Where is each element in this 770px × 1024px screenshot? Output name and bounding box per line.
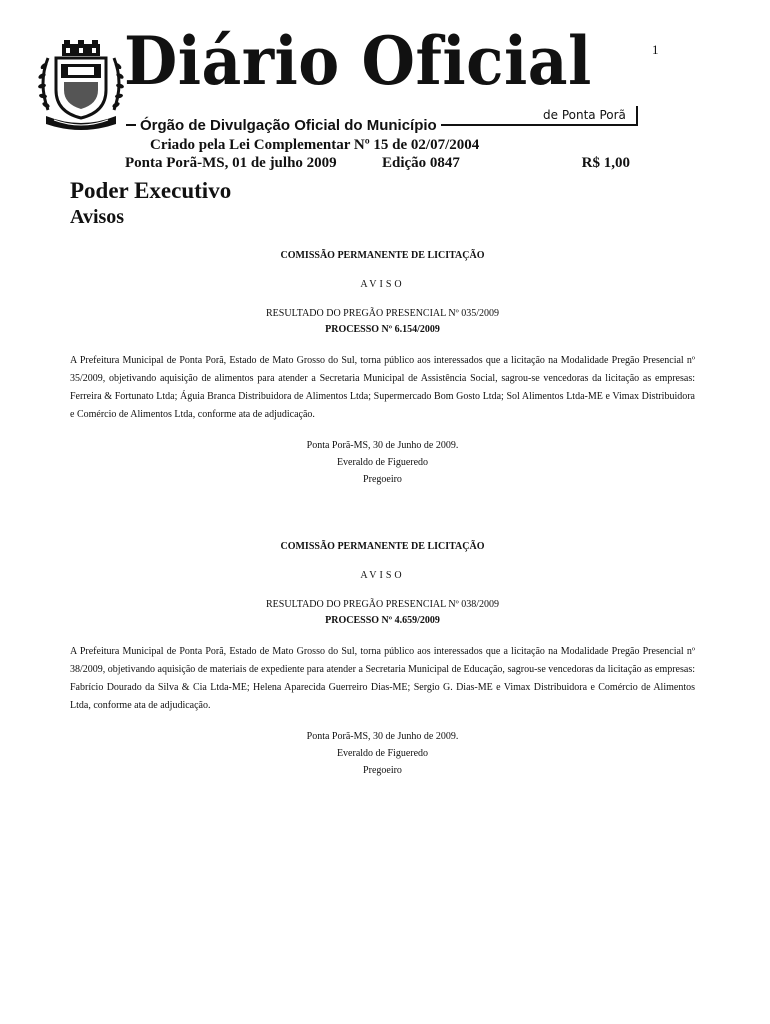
notice-body: A Prefeitura Municipal de Ponta Porã, Estado de Mato Grosso do Sul, torna público aos interessados que a licitação na Modalidade Pregão Presencial nº 35/2009, objetivando aquisição de alimentos para atender a Secretaria Municipal de Assistência Social, sagrou-se vencedoras da licitação as empresas: Ferreira & Fortunato Ltda; Águia Branca Distribuidora de Alimentos Ltda; Supermercado Bom Gosto Ltda; Sol Alimentos Ltda-ME e Vimax Distribuidora e Comércio de Alimentos Ltda, conforme ata de adjudicação.	[70, 355, 695, 420]
notice-result: RESULTADO DO PREGÃO PRESENCIAL Nº 038/2009	[266, 599, 499, 610]
notice-aviso: AVISO	[360, 570, 405, 581]
notice-signature	[70, 728, 695, 779]
masthead-subtitle: Órgão de Divulgação Oficial do Município	[136, 117, 441, 134]
section-title: Poder Executivo	[70, 178, 232, 203]
notice-signature	[70, 437, 695, 488]
issue-date: Ponta Porã-MS, 01 de julho 2009	[125, 155, 337, 171]
masthead-law: Criado pela Lei Complementar Nº 15 de 02/07/2004	[150, 137, 480, 153]
notice-aviso: AVISO	[360, 279, 405, 290]
municipal-crest-icon	[36, 38, 126, 132]
notice-place-date: Ponta Porã-MS, 30 de Junho de 2009.	[306, 440, 459, 451]
section-subtitle: Avisos	[70, 206, 125, 228]
notice-role: Pregoeiro	[363, 474, 402, 485]
issue-edition: Edição 0847	[382, 155, 460, 171]
notice-processo: PROCESSO Nº 4.659/2009	[325, 615, 440, 626]
masthead-title: Diário Oficial	[124, 22, 592, 100]
notice-commission: COMISSÃO PERMANENTE DE LICITAÇÃO	[280, 250, 485, 261]
masthead-city: de Ponta Porã	[543, 108, 626, 122]
notice-result: RESULTADO DO PREGÃO PRESENCIAL Nº 035/2009	[266, 308, 499, 319]
notice	[70, 250, 695, 488]
notice-place-date: Ponta Porã-MS, 30 de Junho de 2009.	[306, 731, 459, 742]
notice	[70, 541, 695, 779]
page-number: 1	[652, 42, 659, 57]
notice-body: A Prefeitura Municipal de Ponta Porã, Estado de Mato Grosso do Sul, torna público aos interessados que a licitação na Modalidade Pregão Presencial nº 38/2009, objetivando aquisição de materiais de expediente para atender a Secretaria Municipal de Educação, sagrou-se vencedoras da licitação as empresas: Fabrício Dourado da Silva & Cia Ltda-ME; Helena Aparecida Guerreiro Dias-ME; Sergio G. Dias-ME e Vimax Distribuidora e Comércio de Alimentos Ltda, conforme ata de adjudicação.	[70, 646, 695, 711]
notice-processo: PROCESSO Nº 6.154/2009	[325, 324, 440, 335]
notice-commission: COMISSÃO PERMANENTE DE LICITAÇÃO	[280, 541, 485, 552]
notice-role: Pregoeiro	[363, 765, 402, 776]
issue-price: R$ 1,00	[581, 155, 630, 171]
notice-signer: Everaldo de Figueredo	[336, 748, 429, 759]
notice-signer: Everaldo de Figueredo	[336, 457, 429, 468]
